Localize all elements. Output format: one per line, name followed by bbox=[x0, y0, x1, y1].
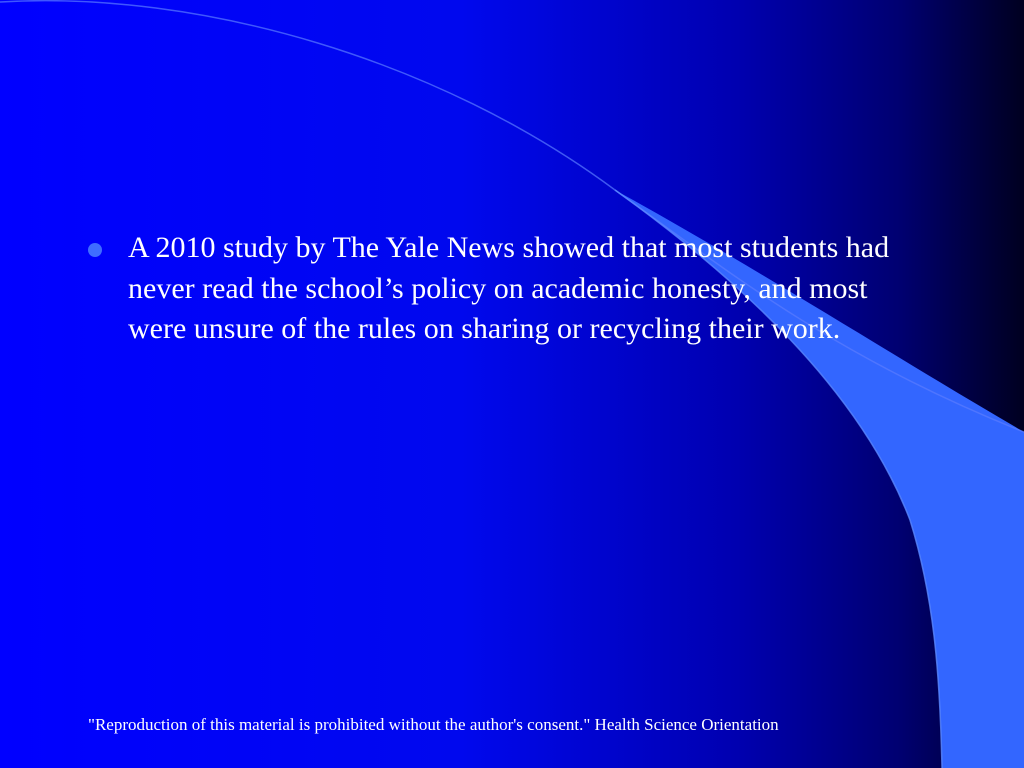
footer-copyright-notice: "Reproduction of this material is prohibited without the author's consent." Health Science Orientation bbox=[88, 715, 779, 734]
bullet-dot-icon bbox=[88, 243, 102, 257]
bullet-list bbox=[86, 228, 916, 350]
bullet-item bbox=[86, 228, 916, 350]
bullet-text: A 2010 study by The Yale News showed that most students had never read the school’s policy on academic honesty, and most were unsure of the rules on sharing or recycling their work. bbox=[128, 231, 890, 345]
